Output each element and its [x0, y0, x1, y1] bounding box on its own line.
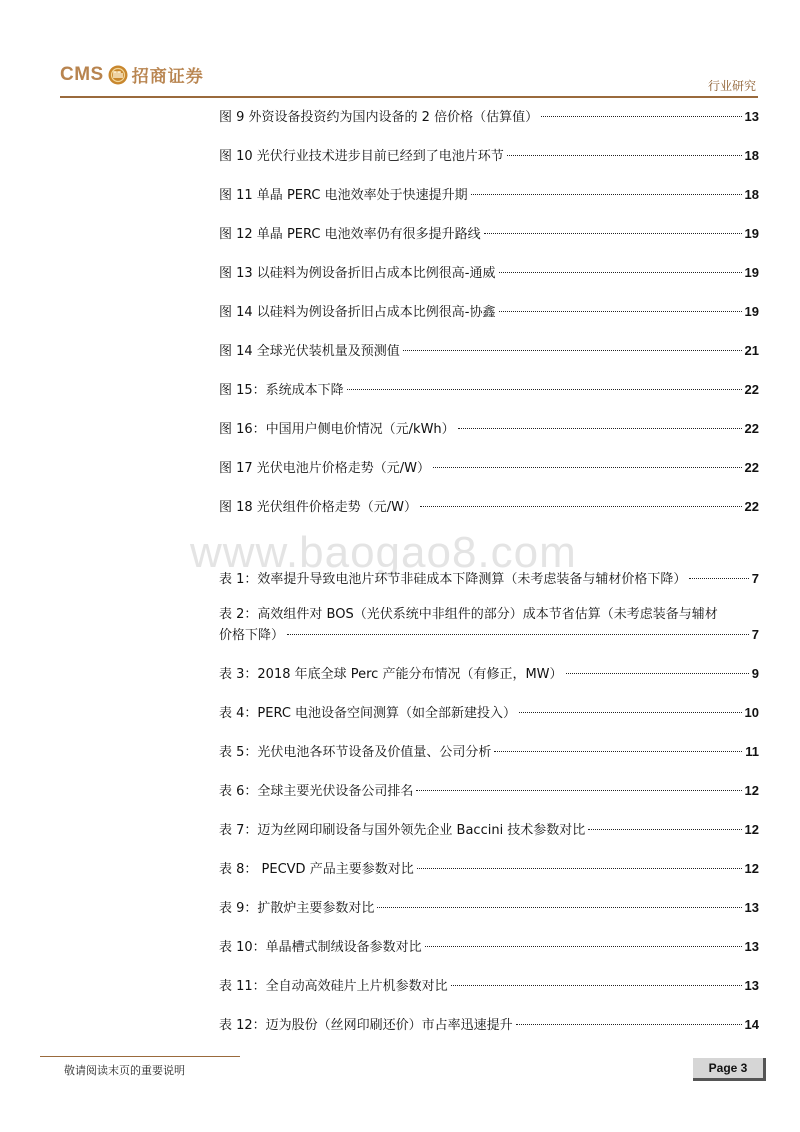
dot-leader — [507, 155, 742, 156]
table-entry[interactable] — [219, 899, 759, 918]
dot-leader — [471, 194, 742, 195]
toc-entry-page: 21 — [744, 343, 759, 358]
figure-entry[interactable] — [219, 303, 759, 322]
page-header — [0, 0, 800, 100]
dot-leader — [287, 634, 749, 635]
toc-entry-page: 13 — [744, 939, 759, 954]
dot-leader — [416, 790, 741, 791]
table-entry[interactable] — [219, 860, 759, 879]
toc-entry-page: 12 — [744, 861, 759, 876]
logo-text: CMS — [60, 63, 104, 85]
toc-entry-title: 图 11 单晶 PERC 电池效率处于快速提升期 — [219, 188, 468, 203]
table-list — [219, 570, 759, 1035]
table-entry[interactable] — [219, 782, 759, 801]
toc-entry-page: 22 — [744, 421, 759, 436]
toc-entry-page: 13 — [744, 978, 759, 993]
table-entry[interactable] — [219, 821, 759, 840]
toc-entry-page: 9 — [751, 666, 759, 681]
toc-entry-title: 图 14 以硅料为例设备折旧占成本比例很高-协鑫 — [219, 305, 496, 320]
figure-entry[interactable] — [219, 342, 759, 361]
dot-leader — [566, 673, 749, 674]
dot-leader — [541, 116, 741, 117]
toc-entry-page: 13 — [744, 109, 759, 124]
toc-entry-continuation — [219, 626, 759, 645]
figure-entry[interactable] — [219, 420, 759, 439]
toc-entry-title: 表 3：2018 年底全球 Perc 产能分布情况（有修正，MW） — [219, 667, 563, 682]
figure-entry[interactable] — [219, 498, 759, 517]
toc-entry-page: 13 — [744, 900, 759, 915]
figure-entry[interactable] — [219, 108, 759, 127]
toc-entry-page: 14 — [744, 1017, 759, 1032]
table-of-contents — [219, 108, 759, 1035]
company-logo — [60, 62, 204, 87]
figure-entry[interactable] — [219, 186, 759, 205]
toc-entry-title: 表 6：全球主要光伏设备公司排名 — [219, 784, 414, 799]
toc-entry-title: 图 14 全球光伏装机量及预测值 — [219, 344, 400, 359]
footer-disclaimer: 敬请阅读末页的重要说明 — [64, 1064, 185, 1077]
toc-entry-title: 表 9：扩散炉主要参数对比 — [219, 901, 375, 916]
toc-entry-page: 18 — [744, 187, 759, 202]
toc-entry-page: 19 — [744, 226, 759, 241]
dot-leader — [494, 751, 742, 752]
dot-leader — [519, 712, 741, 713]
dot-leader — [516, 1024, 742, 1025]
dot-leader — [377, 907, 741, 908]
toc-entry-title: 表 10：单晶槽式制绒设备参数对比 — [219, 940, 422, 955]
table-entry[interactable] — [219, 604, 759, 645]
dot-leader — [689, 578, 748, 579]
dot-leader — [458, 428, 742, 429]
table-entry[interactable] — [219, 743, 759, 762]
toc-entry-title: 表 5：光伏电池各环节设备及价值量、公司分析 — [219, 745, 492, 760]
dot-leader — [499, 311, 742, 312]
toc-entry-title: 表 2：高效组件对 BOS（光伏系统中非组件的部分）成本节省估算（未考虑装备与辅材 — [219, 607, 718, 622]
logo-mark-icon — [108, 65, 128, 85]
table-entry[interactable] — [219, 1016, 759, 1035]
toc-entry-page: 11 — [745, 744, 759, 759]
toc-entry-title: 图 17 光伏电池片价格走势（元/W） — [219, 461, 431, 476]
toc-entry-title: 表 12：迈为股份（丝网印刷还价）市占率迅速提升 — [219, 1018, 513, 1033]
footer-divider — [40, 1056, 240, 1057]
dot-leader — [347, 389, 742, 390]
dot-leader — [588, 829, 741, 830]
header-divider — [60, 96, 758, 98]
toc-entry-title: 图 15：系统成本下降 — [219, 383, 344, 398]
toc-entry-title: 图 13 以硅料为例设备折旧占成本比例很高-通威 — [219, 266, 496, 281]
toc-entry-title: 表 4：PERC 电池设备空间测算（如全部新建投入） — [219, 706, 517, 721]
toc-entry-page: 22 — [744, 499, 759, 514]
dot-leader — [417, 868, 742, 869]
dot-leader — [451, 985, 742, 986]
toc-entry-page: 7 — [751, 627, 759, 642]
dot-leader — [499, 272, 742, 273]
toc-entry-page: 10 — [744, 705, 759, 720]
figure-list — [219, 108, 759, 517]
toc-entry-title: 图 9 外资设备投资约为国内设备的 2 倍价格（估算值） — [219, 110, 539, 125]
figure-entry[interactable] — [219, 147, 759, 166]
toc-entry-page: 19 — [744, 304, 759, 319]
toc-entry-title: 图 16：中国用户侧电价情况（元/kWh） — [219, 422, 455, 437]
logo-chinese-name: 招商证券 — [131, 67, 204, 87]
toc-entry-title: 表 11：全自动高效硅片上片机参数对比 — [219, 979, 448, 994]
toc-entry-page: 22 — [744, 460, 759, 475]
watermark: www.baogao8.com — [190, 528, 577, 577]
toc-entry-page: 12 — [744, 822, 759, 837]
toc-entry-page: 19 — [744, 265, 759, 280]
table-entry[interactable] — [219, 977, 759, 996]
toc-entry-title: 表 7：迈为丝网印刷设备与国外领先企业 Baccini 技术参数对比 — [219, 823, 586, 838]
figure-entry[interactable] — [219, 225, 759, 244]
report-category: 行业研究 — [707, 79, 756, 93]
toc-entry-page: 7 — [751, 571, 759, 586]
table-entry[interactable] — [219, 570, 759, 589]
toc-entry-title: 表 1：效率提升导致电池片环节非硅成本下降测算（未考虑装备与辅材价格下降） — [219, 572, 687, 587]
dot-leader — [425, 946, 742, 947]
dot-leader — [403, 350, 742, 351]
dot-leader — [433, 467, 741, 468]
toc-entry-page: 18 — [744, 148, 759, 163]
toc-entry-page: 12 — [744, 783, 759, 798]
toc-entry-title: 图 18 光伏组件价格走势（元/W） — [219, 500, 418, 515]
toc-entry-title: 图 12 单晶 PERC 电池效率仍有很多提升路线 — [219, 227, 481, 242]
toc-entry-title: 图 10 光伏行业技术进步目前已经到了电池片环节 — [219, 149, 504, 164]
figure-entry[interactable] — [219, 264, 759, 283]
dot-leader — [484, 233, 742, 234]
page-number-badge: Page 3 — [693, 1058, 766, 1081]
table-entry[interactable] — [219, 665, 759, 684]
figure-entry[interactable] — [219, 381, 759, 400]
table-entry[interactable] — [219, 938, 759, 957]
toc-entry-title: 表 8： PECVD 产品主要参数对比 — [219, 862, 414, 877]
dot-leader — [420, 506, 741, 507]
toc-entry-title-continued: 价格下降） — [219, 628, 285, 643]
figure-entry[interactable] — [219, 459, 759, 478]
toc-entry-page: 22 — [744, 382, 759, 397]
table-entry[interactable] — [219, 704, 759, 723]
